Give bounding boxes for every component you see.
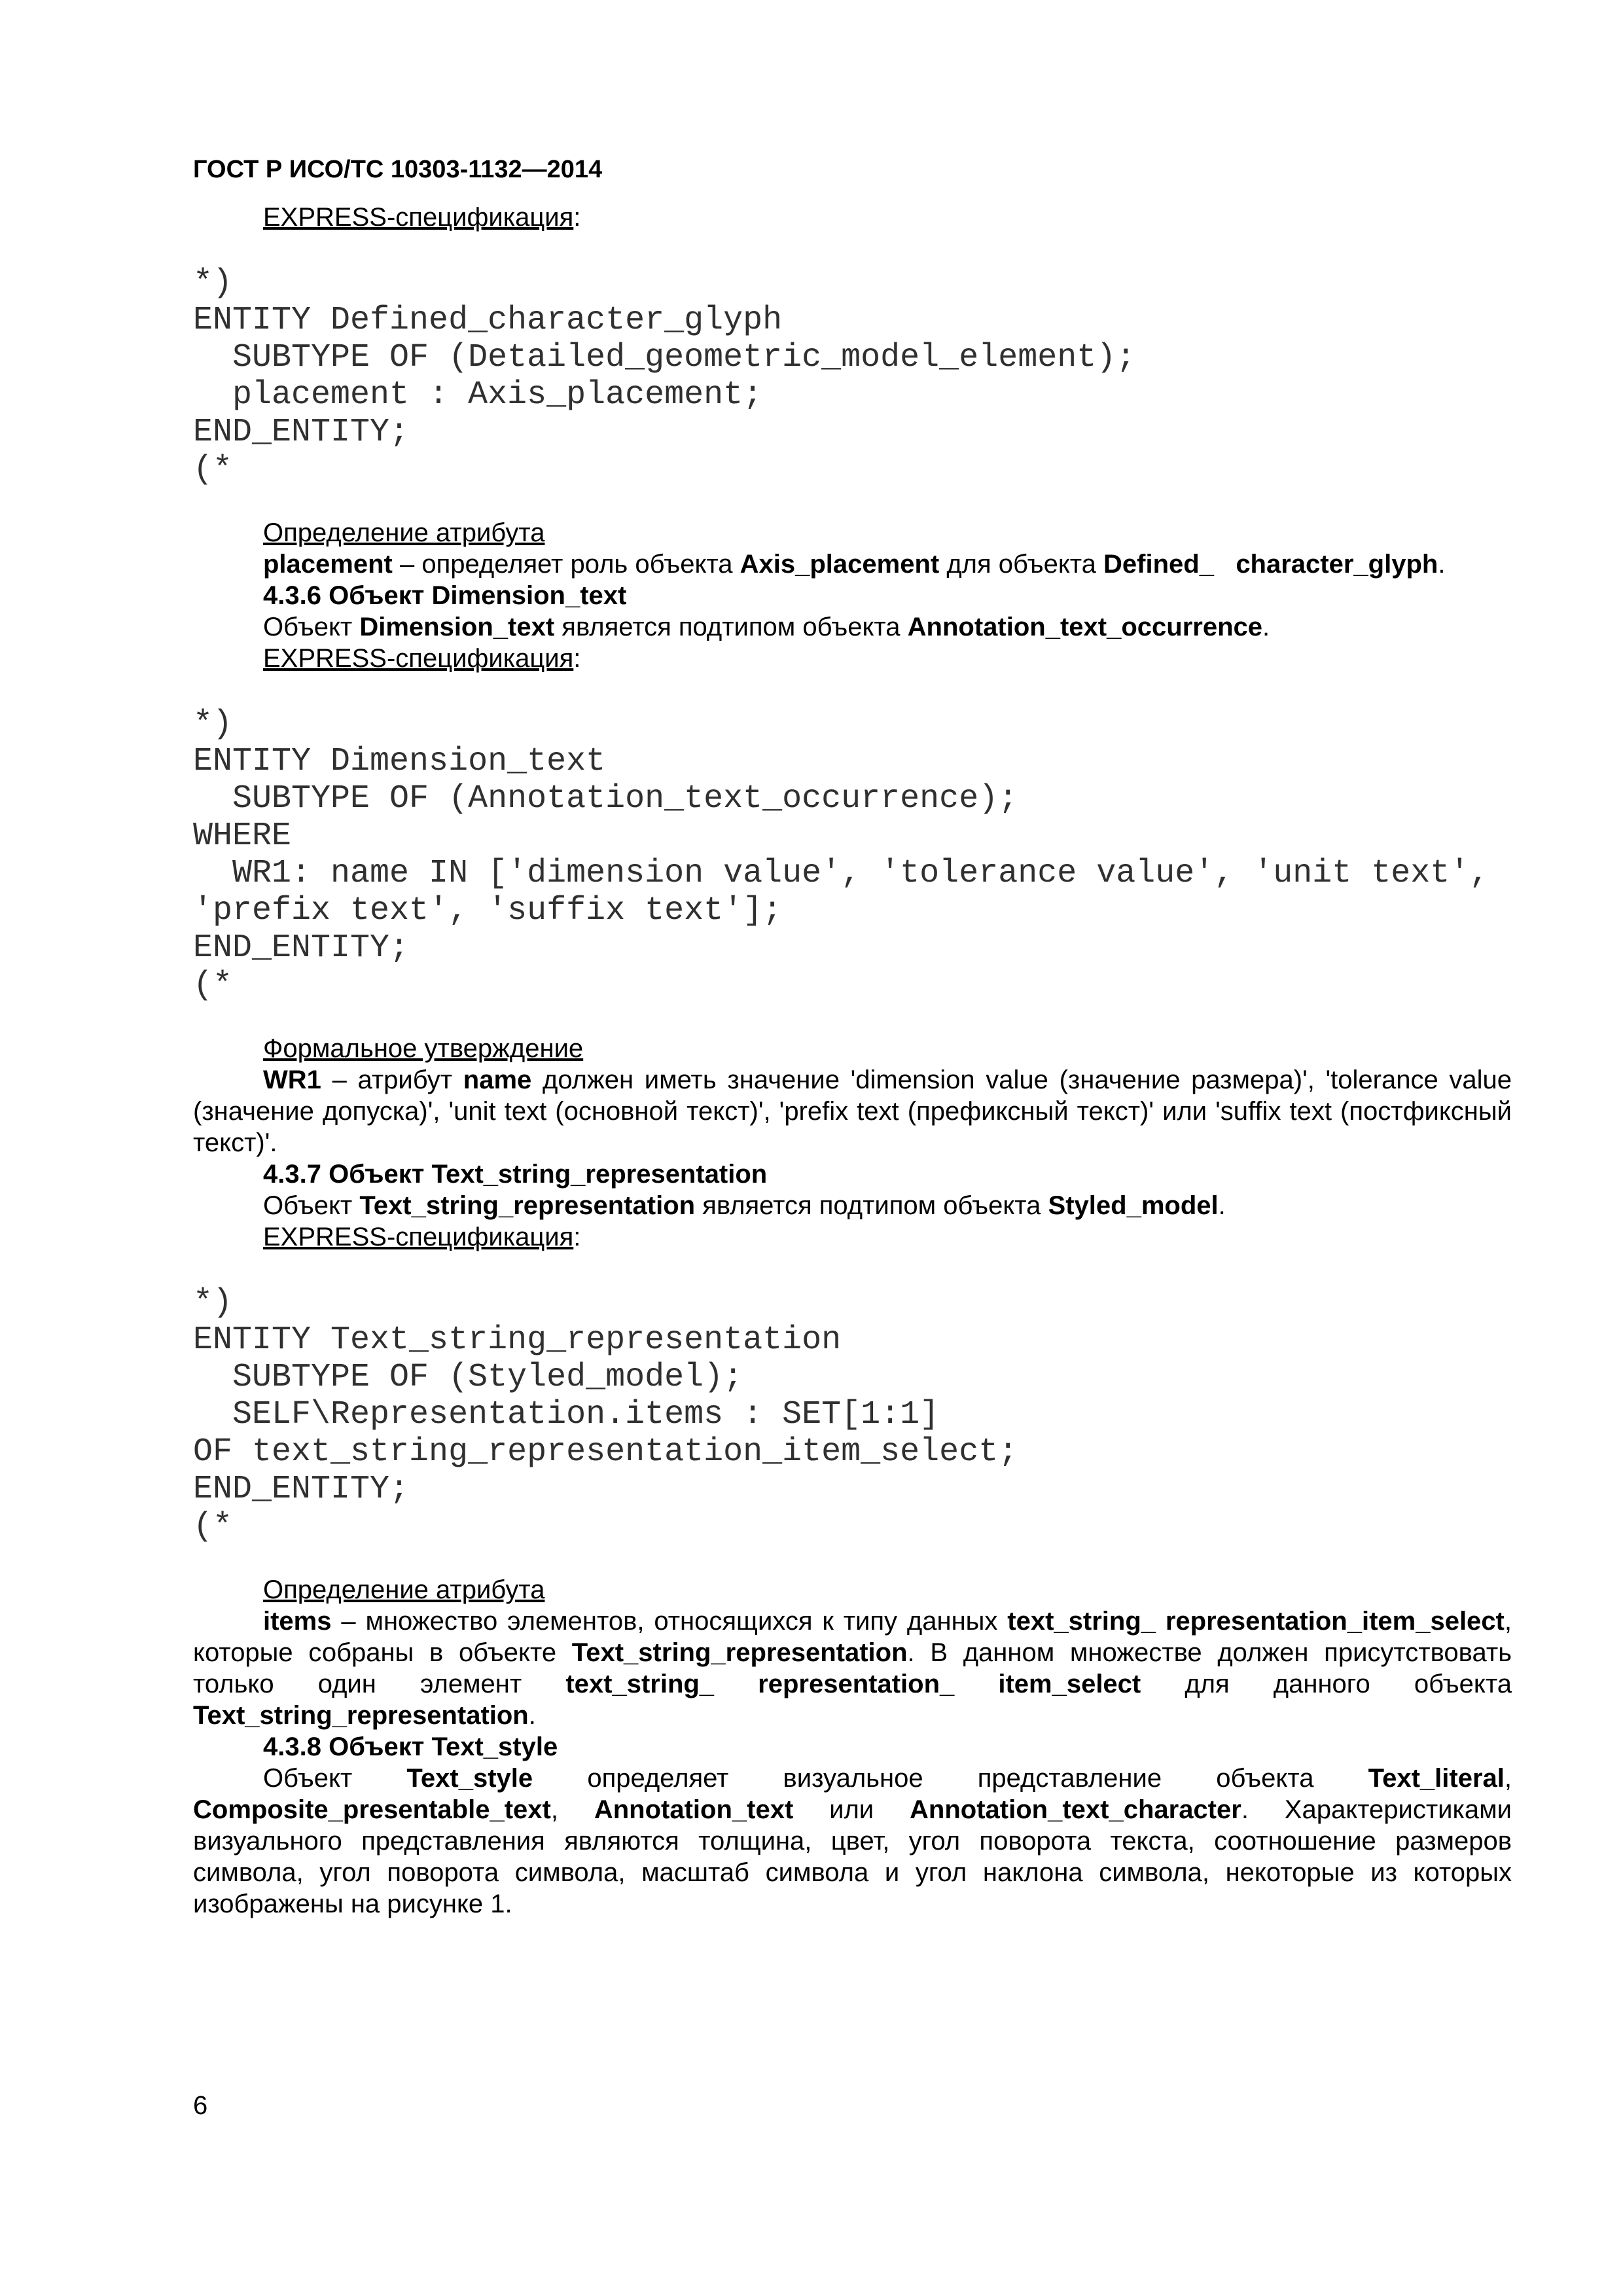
term: placement — [263, 550, 393, 579]
term: items — [263, 1607, 332, 1636]
attr-def-heading-1: Определение атрибута — [263, 518, 545, 547]
express-spec-text: EXPRESS-спецификация — [263, 203, 574, 232]
code-line: placement : Axis_placement; — [193, 376, 763, 414]
term: Text_string_representation — [571, 1638, 908, 1667]
code-line: ENTITY Dimension_text — [193, 743, 606, 780]
code-line: END_ENTITY; — [193, 1471, 410, 1508]
document-header: ГОСТ Р ИСО/ТС 10303-1132—2014 — [193, 156, 603, 183]
code-line: SUBTYPE OF (Styled_model); — [193, 1359, 743, 1396]
text-run: . В данном множестве должен присутствовать только один элемент — [193, 1638, 1512, 1698]
term: Defined_ character_glyph — [1103, 550, 1438, 579]
text-run: Объект — [263, 1764, 407, 1793]
text-run: является подтипом объекта — [695, 1191, 1048, 1220]
text-run: , — [1504, 1764, 1512, 1793]
code-line: (* — [193, 967, 233, 1004]
text-run: для данного объекта — [1141, 1670, 1512, 1698]
code-line: END_ENTITY; — [193, 929, 410, 967]
term: Text_string_representation — [359, 1191, 696, 1220]
code-line: 'prefix text', 'suffix text']; — [193, 892, 783, 929]
colon: : — [573, 203, 581, 232]
text-run: . — [1262, 613, 1270, 641]
term: Styled_model — [1048, 1191, 1219, 1220]
code-block-text-string-representation — [193, 1284, 1018, 1545]
wr1-statement — [193, 1064, 1512, 1158]
express-spec-text: EXPRESS-спецификация — [263, 1223, 574, 1251]
text-run: – определяет роль объекта — [392, 550, 740, 579]
code-line: SUBTYPE OF (Annotation_text_occurrence); — [193, 780, 1018, 817]
term: Annotation_text_character — [910, 1795, 1241, 1824]
code-line: END_ENTITY; — [193, 414, 410, 451]
text-run: Объект — [263, 613, 360, 641]
term: Composite_presentable_text — [193, 1795, 551, 1824]
text-run: для объекта — [939, 550, 1104, 579]
express-spec-label-1 — [263, 202, 580, 233]
text-run: или — [793, 1795, 910, 1824]
colon: : — [573, 1223, 581, 1251]
code-line: (* — [193, 451, 233, 488]
term: Text_literal — [1368, 1764, 1505, 1793]
code-line: (* — [193, 1508, 233, 1545]
text-run: – атрибут — [321, 1066, 463, 1094]
term: Annotation_text_occurrence — [907, 613, 1263, 641]
text-run: . — [1218, 1191, 1226, 1220]
code-line: ENTITY Text_string_representation — [193, 1321, 842, 1359]
code-line: OF text_string_representation_item_select; — [193, 1433, 1018, 1471]
code-line: SUBTYPE OF (Detailed_geometric_model_element); — [193, 339, 1136, 376]
term: Annotation_text — [594, 1795, 794, 1824]
placement-definition — [263, 548, 1445, 580]
term: Dimension_text — [359, 613, 555, 641]
text-run: должен иметь значение 'dimension value (значение размера)', 'tolerance value (значение допуска)', 'unit text (основной текст)', 'prefix text (префиксный текст)' или 'suffix text (постфиксный текст)'. — [193, 1066, 1512, 1157]
text-run: , — [550, 1795, 594, 1824]
code-line: SELF\Representation.items : SET[1:1] — [193, 1396, 940, 1433]
section-heading-4-3-6: 4.3.6 Объект Dimension_text — [263, 581, 627, 610]
attr-def-heading-2: Определение атрибута — [263, 1575, 545, 1604]
term: WR1 — [263, 1066, 321, 1094]
code-line: *) — [193, 1284, 233, 1321]
code-line: WR1: name IN ['dimension value', 'tolerance value', 'unit text', — [193, 855, 1489, 892]
dimension-text-description — [263, 611, 1270, 643]
text-run: , которые собраны в объекте — [193, 1607, 1512, 1667]
text-string-representation-description — [263, 1190, 1226, 1221]
text-run: Объект — [263, 1191, 360, 1220]
express-spec-label-3 — [263, 1221, 580, 1253]
term: Text_string_representation — [193, 1701, 529, 1730]
colon: : — [573, 644, 581, 673]
code-line: *) — [193, 706, 233, 743]
term: text_string_ representation_item_select — [1007, 1607, 1505, 1636]
text-run: является подтипом объекта — [554, 613, 908, 641]
term: name — [463, 1066, 532, 1094]
page-number: 6 — [193, 2091, 208, 2120]
text-style-description — [193, 1763, 1512, 1920]
text-run: . — [528, 1701, 536, 1730]
express-spec-text: EXPRESS-спецификация — [263, 644, 574, 673]
code-block-dimension-text — [193, 706, 1489, 1004]
text-run: определяет визуальное представление объекта — [533, 1764, 1368, 1793]
term: Text_style — [406, 1764, 533, 1793]
code-line: WHERE — [193, 817, 292, 855]
formal-statement-heading: Формальное утверждение — [263, 1034, 584, 1063]
express-spec-label-2 — [263, 643, 580, 674]
text-run: . Характеристиками визуального представления являются толщина, цвет, угол поворота текста, соотношение размеров символа, угол поворота символа, масштаб символа и угол наклона символа, некоторые из которых изображены на рисунке 1. — [193, 1795, 1512, 1918]
items-definition — [193, 1605, 1512, 1731]
term: text_string_ representation_ item_select — [565, 1670, 1141, 1698]
text-run: – множество элементов, относящихся к типу данных — [331, 1607, 1008, 1636]
code-line: ENTITY Defined_character_glyph — [193, 302, 783, 339]
term: Axis_placement — [740, 550, 940, 579]
section-heading-4-3-7: 4.3.7 Объект Text_string_representation — [263, 1160, 768, 1189]
code-block-defined-character-glyph — [193, 264, 1135, 488]
section-heading-4-3-8: 4.3.8 Объект Text_style — [263, 1732, 558, 1761]
code-line: *) — [193, 264, 233, 302]
text-run: . — [1438, 550, 1446, 579]
